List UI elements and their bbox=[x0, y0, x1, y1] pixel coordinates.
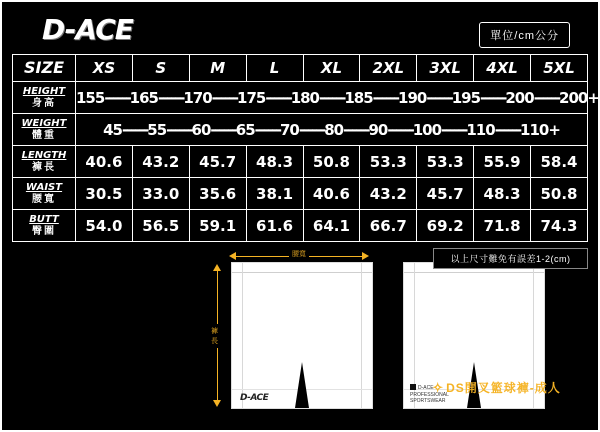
cell: 55.9 bbox=[474, 146, 531, 178]
row-label-zh: 身高 bbox=[32, 97, 56, 109]
col-header-5xl: 5XL bbox=[531, 55, 588, 82]
col-header-xs: XS bbox=[76, 55, 133, 82]
seam-right bbox=[361, 263, 362, 408]
cell: 45.7 bbox=[189, 146, 246, 178]
weight-range-cell: 45------55------60------65------70------80------90------100------110------110+ bbox=[76, 114, 588, 146]
cell: 38.1 bbox=[246, 178, 303, 210]
row-label-en: HEIGHT bbox=[22, 86, 66, 97]
diagram-section bbox=[12, 248, 588, 404]
cell: 56.5 bbox=[132, 210, 189, 242]
care-label-text: D-ACE PROFESSIONAL SPORTSWEAR bbox=[410, 385, 449, 404]
garment-diagrams bbox=[162, 248, 588, 404]
row-label-length bbox=[13, 146, 76, 178]
col-header-3xl: 3XL bbox=[417, 55, 474, 82]
col-header-xl: XL bbox=[303, 55, 360, 82]
height-range-cell: 155------165------170------175------180------185------190------195------200------200+ bbox=[76, 82, 588, 114]
waistband bbox=[232, 263, 372, 273]
brand-logo: D-ACE bbox=[42, 13, 133, 46]
cell: 53.3 bbox=[417, 146, 474, 178]
cell: 50.8 bbox=[303, 146, 360, 178]
size-table bbox=[12, 54, 599, 242]
cell: 71.8 bbox=[474, 210, 531, 242]
unit-badge: 單位/cm公分 bbox=[479, 22, 570, 48]
row-label-en: WAIST bbox=[25, 182, 63, 193]
cell: 50.8 bbox=[531, 178, 588, 210]
row-label-weight bbox=[13, 114, 76, 146]
row-label-en: BUTT bbox=[29, 214, 59, 225]
row-label-zh: 腰寬 bbox=[32, 193, 56, 205]
length-measure-label: 褲長 bbox=[211, 324, 223, 348]
shorts-front-illustration bbox=[231, 262, 373, 409]
cell: 40.6 bbox=[76, 146, 133, 178]
table-row bbox=[13, 178, 588, 210]
row-label-zh: 褲長 bbox=[32, 161, 56, 173]
tolerance-note: 以上尺寸難免有誤差1-2(cm) bbox=[433, 248, 588, 269]
table-row bbox=[13, 82, 588, 114]
col-header-2xl: 2XL bbox=[360, 55, 417, 82]
table-row bbox=[13, 210, 588, 242]
cell: 30.5 bbox=[76, 178, 133, 210]
note-wrap bbox=[433, 248, 588, 269]
cell: 59.1 bbox=[189, 210, 246, 242]
cell: 40.6 bbox=[303, 178, 360, 210]
row-label-zh: 臀圍 bbox=[32, 225, 56, 237]
row-label-height bbox=[13, 82, 76, 114]
cell: 45.7 bbox=[417, 178, 474, 210]
cell: 43.2 bbox=[360, 178, 417, 210]
crotch-notch bbox=[295, 362, 309, 408]
cell: 64.1 bbox=[303, 210, 360, 242]
cell: 53.3 bbox=[360, 146, 417, 178]
col-header-s: S bbox=[132, 55, 189, 82]
row-label-butt bbox=[13, 210, 76, 242]
length-measure-arrow bbox=[212, 264, 223, 407]
row-label-en: LENGTH bbox=[21, 150, 67, 161]
col-header-l: L bbox=[246, 55, 303, 82]
cell: 74.3 bbox=[531, 210, 588, 242]
row-label-waist bbox=[13, 178, 76, 210]
header bbox=[12, 10, 588, 54]
waist-measure-arrow bbox=[229, 251, 369, 261]
cell: 54.0 bbox=[76, 210, 133, 242]
cell: 43.2 bbox=[132, 146, 189, 178]
seam-left bbox=[242, 263, 243, 408]
cell: 48.3 bbox=[474, 178, 531, 210]
row-label-zh: 體重 bbox=[32, 129, 56, 141]
product-name-label: DS開叉籃球褲-成人 bbox=[446, 381, 561, 395]
arrow-bottom-cap-icon bbox=[213, 400, 221, 407]
cell: 35.6 bbox=[189, 178, 246, 210]
left-spacer bbox=[12, 248, 162, 398]
table-row bbox=[13, 114, 588, 146]
cell: 66.7 bbox=[360, 210, 417, 242]
product-name bbox=[409, 379, 584, 396]
table-row bbox=[13, 146, 588, 178]
brand-mark: D-ACE bbox=[240, 393, 269, 403]
cell: 69.2 bbox=[417, 210, 474, 242]
diamond-icon: ✧ bbox=[432, 380, 445, 395]
col-header-m: M bbox=[189, 55, 246, 82]
cell: 61.6 bbox=[246, 210, 303, 242]
col-header-size: SIZE bbox=[13, 55, 76, 82]
cell: 48.3 bbox=[246, 146, 303, 178]
row-label-en: WEIGHT bbox=[21, 118, 67, 129]
arrow-right-cap-icon bbox=[362, 252, 369, 260]
col-header-4xl: 4XL bbox=[474, 55, 531, 82]
cell: 58.4 bbox=[531, 146, 588, 178]
table-header-row bbox=[13, 55, 588, 82]
front-diagram-wrap bbox=[211, 251, 373, 409]
cell: 33.0 bbox=[132, 178, 189, 210]
waist-measure-label: 腰寬 bbox=[289, 249, 309, 259]
